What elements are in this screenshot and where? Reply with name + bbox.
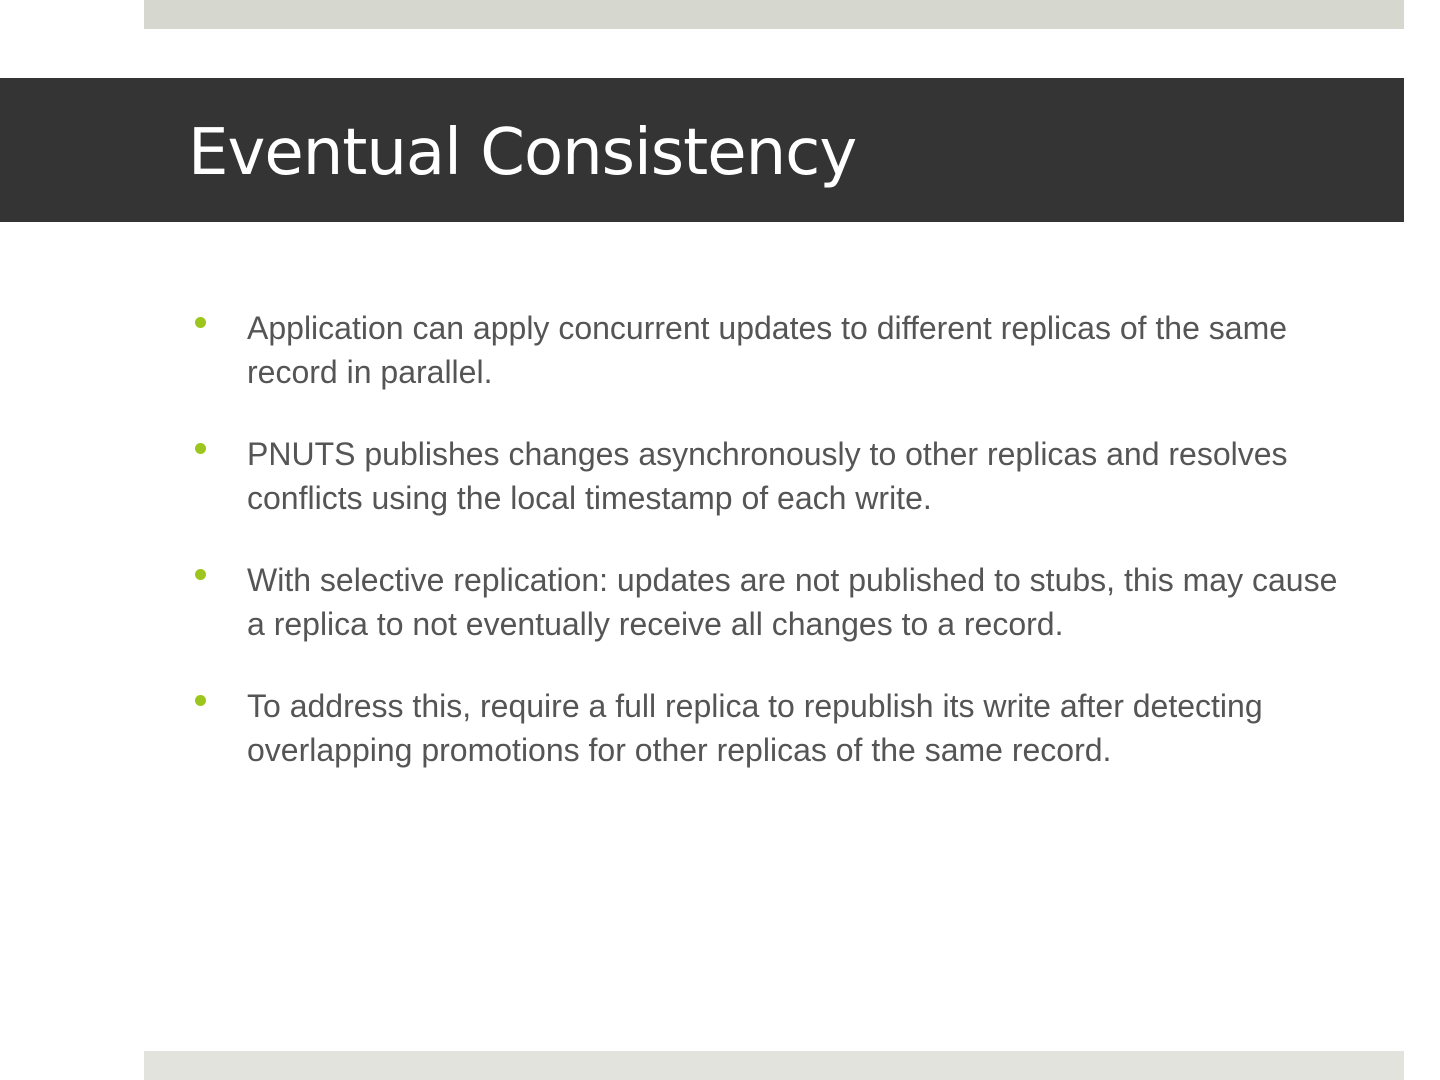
slide-title: Eventual Consistency — [188, 116, 857, 190]
bullet-text: PNUTS publishes changes asynchronously to other replicas and resolves conflicts using the local timestamp of each write. — [247, 436, 1288, 516]
bullet-dot-icon — [195, 695, 206, 706]
bullet-dot-icon — [195, 569, 206, 580]
bullet-text: With selective replication: updates are not published to stubs, this may cause a replica to not eventually receive all changes to a record. — [247, 562, 1338, 642]
bullet-dot-icon — [195, 317, 206, 328]
bullet-dot-icon — [195, 443, 206, 454]
bullet-item — [188, 685, 1348, 772]
bullet-text: To address this, require a full replica to republish its write after detecting overlapping promotions for other replicas of the same record. — [247, 688, 1263, 768]
bullet-item — [188, 433, 1348, 520]
bullet-text: Application can apply concurrent updates to different replicas of the same record in parallel. — [247, 310, 1288, 390]
top-decorative-bar — [144, 0, 1404, 29]
bottom-decorative-bar — [144, 1051, 1404, 1080]
bullet-item — [188, 559, 1348, 646]
bullet-item — [188, 307, 1348, 394]
bullet-list — [188, 307, 1348, 811]
